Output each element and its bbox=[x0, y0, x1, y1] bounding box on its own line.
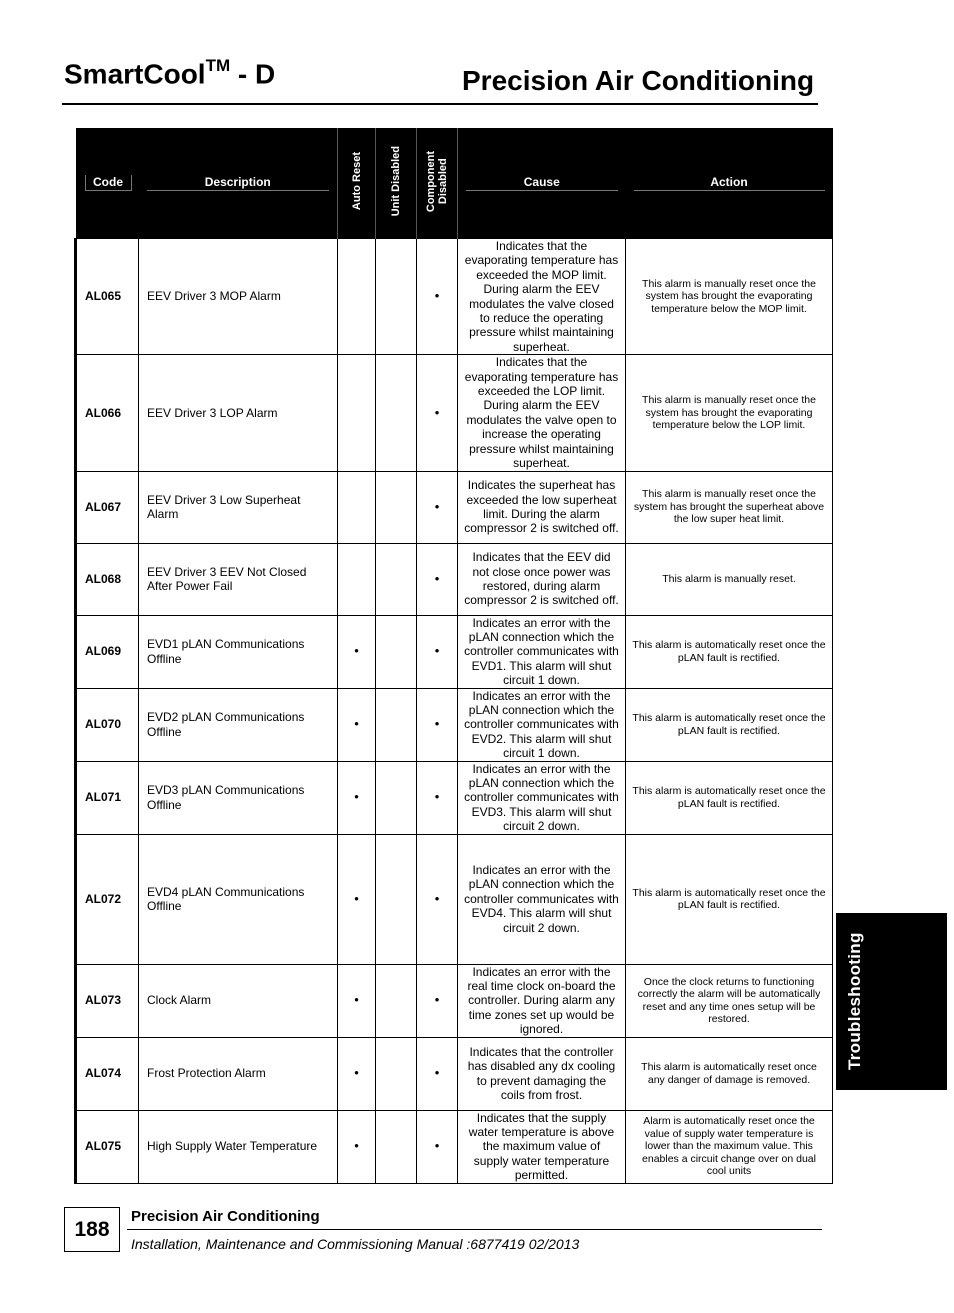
alarm-cause: Indicates an error with the pLAN connection which the controller communicates with EVD2. This alarm will shut circuit 1 down. bbox=[458, 688, 626, 761]
table-row bbox=[76, 1037, 833, 1110]
component-disabled-mark: • bbox=[417, 761, 458, 834]
unit-disabled-mark bbox=[376, 355, 417, 471]
table-row bbox=[76, 1110, 833, 1183]
component-disabled-mark: • bbox=[417, 615, 458, 688]
alarm-table bbox=[74, 128, 833, 1184]
table-row bbox=[76, 355, 833, 471]
alarm-action: This alarm is automatically reset once the pLAN fault is rectified. bbox=[626, 615, 833, 688]
unit-disabled-mark bbox=[376, 471, 417, 543]
footer-subtitle: Installation, Maintenance and Commissioning Manual :6877419 02/2013 bbox=[131, 1236, 580, 1252]
unit-disabled-mark bbox=[376, 834, 417, 964]
alarm-code: AL066 bbox=[76, 355, 139, 471]
alarm-cause: Indicates an error with the real time clock on-board the controller. During alarm any time zones set up would be ignored. bbox=[458, 964, 626, 1037]
alarm-cause: Indicates the superheat has exceeded the low superheat limit. During the alarm compressor 2 is switched off. bbox=[458, 471, 626, 543]
alarm-code: AL074 bbox=[76, 1037, 139, 1110]
alarm-description: EVD3 pLAN Communications Offline bbox=[139, 761, 338, 834]
table-row bbox=[76, 834, 833, 964]
alarm-action: This alarm is automatically reset once any danger of damage is removed. bbox=[626, 1037, 833, 1110]
trademark-mark: TM bbox=[205, 56, 231, 75]
table-row bbox=[76, 471, 833, 543]
alarm-description: EEV Driver 3 EEV Not Closed After Power Fail bbox=[139, 543, 338, 615]
alarm-description: High Supply Water Temperature bbox=[139, 1110, 338, 1183]
footer-title: Precision Air Conditioning bbox=[131, 1208, 320, 1225]
alarm-action: Once the clock returns to functioning correctly the alarm will be automatically reset and any time ones setup will be restored. bbox=[626, 964, 833, 1037]
alarm-code: AL069 bbox=[76, 615, 139, 688]
alarm-cause: Indicates an error with the pLAN connection which the controller communicates with EVD1. This alarm will shut circuit 1 down. bbox=[458, 615, 626, 688]
alarm-description: EVD4 pLAN Communications Offline bbox=[139, 834, 338, 964]
table-row bbox=[76, 761, 833, 834]
component-disabled-mark: • bbox=[417, 543, 458, 615]
alarm-action: This alarm is automatically reset once the pLAN fault is rectified. bbox=[626, 688, 833, 761]
auto-reset-mark bbox=[338, 355, 376, 471]
auto-reset-mark: • bbox=[338, 834, 376, 964]
unit-disabled-mark bbox=[376, 688, 417, 761]
footer-divider bbox=[127, 1229, 822, 1230]
column-header-cause: Cause bbox=[458, 128, 626, 239]
alarm-cause: Indicates that the controller has disabled any dx cooling to prevent damaging the coils from frost. bbox=[458, 1037, 626, 1110]
alarm-description: EVD1 pLAN Communications Offline bbox=[139, 615, 338, 688]
alarm-cause: Indicates an error with the pLAN connection which the controller communicates with EVD3. This alarm will shut circuit 2 down. bbox=[458, 761, 626, 834]
alarm-cause: Indicates an error with the pLAN connection which the controller communicates with EVD4. This alarm will shut circuit 2 down. bbox=[458, 834, 626, 964]
auto-reset-mark: • bbox=[338, 761, 376, 834]
unit-disabled-mark bbox=[376, 615, 417, 688]
alarm-description: Frost Protection Alarm bbox=[139, 1037, 338, 1110]
unit-disabled-mark bbox=[376, 761, 417, 834]
alarm-action: This alarm is automatically reset once the pLAN fault is rectified. bbox=[626, 761, 833, 834]
component-disabled-mark: • bbox=[417, 239, 458, 355]
table-row bbox=[76, 964, 833, 1037]
auto-reset-mark: • bbox=[338, 688, 376, 761]
product-name bbox=[64, 58, 275, 90]
component-disabled-line2: Disabled bbox=[437, 158, 449, 205]
alarm-cause: Indicates that the evaporating temperature has exceeded the LOP limit. During alarm the EEV modulates the valve open to increase the operating pressure whilst maintaining superheat. bbox=[458, 355, 626, 471]
alarm-code: AL068 bbox=[76, 543, 139, 615]
table-row bbox=[76, 239, 833, 355]
unit-disabled-mark bbox=[376, 964, 417, 1037]
unit-disabled-mark bbox=[376, 543, 417, 615]
column-header-component-disabled bbox=[417, 128, 458, 239]
alarm-description: Clock Alarm bbox=[139, 964, 338, 1037]
auto-reset-mark bbox=[338, 471, 376, 543]
unit-disabled-mark bbox=[376, 239, 417, 355]
auto-reset-mark: • bbox=[338, 964, 376, 1037]
component-disabled-mark: • bbox=[417, 964, 458, 1037]
alarm-action: This alarm is manually reset once the system has brought the evaporating temperature below the MOP limit. bbox=[626, 239, 833, 355]
alarm-cause: Indicates that the evaporating temperature has exceeded the MOP limit. During alarm the EEV modulates the valve closed to reduce the operating pressure whilst maintaining superheat. bbox=[458, 239, 626, 355]
component-disabled-mark: • bbox=[417, 355, 458, 471]
alarm-code: AL073 bbox=[76, 964, 139, 1037]
table-header-row bbox=[76, 128, 833, 239]
brand-name: SmartCool bbox=[64, 58, 206, 90]
auto-reset-mark: • bbox=[338, 615, 376, 688]
alarm-code: AL067 bbox=[76, 471, 139, 543]
alarm-description: EEV Driver 3 Low Superheat Alarm bbox=[139, 471, 338, 543]
table-row bbox=[76, 688, 833, 761]
auto-reset-mark bbox=[338, 543, 376, 615]
page-number: 188 bbox=[64, 1207, 120, 1252]
alarm-cause: Indicates that the EEV did not close once power was restored, during alarm compressor 2 is switched off. bbox=[458, 543, 626, 615]
page-title: Precision Air Conditioning bbox=[462, 65, 815, 96]
alarm-cause: Indicates that the supply water temperature is above the maximum value of supply water temperature permitted. bbox=[458, 1110, 626, 1183]
column-header-auto-reset: Auto Reset bbox=[338, 128, 376, 239]
component-disabled-mark: • bbox=[417, 688, 458, 761]
unit-disabled-mark bbox=[376, 1110, 417, 1183]
alarm-code: AL072 bbox=[76, 834, 139, 964]
alarm-description: EEV Driver 3 LOP Alarm bbox=[139, 355, 338, 471]
alarm-action: This alarm is manually reset. bbox=[626, 543, 833, 615]
alarm-description: EEV Driver 3 MOP Alarm bbox=[139, 239, 338, 355]
alarm-description: EVD2 pLAN Communications Offline bbox=[139, 688, 338, 761]
component-disabled-line1: Component bbox=[425, 150, 437, 213]
model-suffix: - D bbox=[230, 58, 276, 90]
alarm-code: AL065 bbox=[76, 239, 139, 355]
section-tab-troubleshooting bbox=[836, 913, 947, 1090]
alarm-code: AL075 bbox=[76, 1110, 139, 1183]
component-disabled-mark: • bbox=[417, 1037, 458, 1110]
unit-disabled-mark bbox=[376, 1037, 417, 1110]
column-header-code: Code bbox=[76, 128, 139, 239]
column-header-action: Action bbox=[626, 128, 833, 239]
alarm-action: This alarm is manually reset once the system has brought the superheat above the low super heat limit. bbox=[626, 471, 833, 543]
component-disabled-mark: • bbox=[417, 834, 458, 964]
auto-reset-mark bbox=[338, 239, 376, 355]
auto-reset-mark: • bbox=[338, 1037, 376, 1110]
column-header-description: Description bbox=[139, 128, 338, 239]
component-disabled-mark: • bbox=[417, 1110, 458, 1183]
section-tab-label: Troubleshooting bbox=[845, 932, 864, 1071]
header-divider bbox=[62, 103, 818, 105]
alarm-action: This alarm is manually reset once the system has brought the evaporating temperature below the LOP limit. bbox=[626, 355, 833, 471]
alarm-code: AL071 bbox=[76, 761, 139, 834]
table-row bbox=[76, 615, 833, 688]
auto-reset-mark: • bbox=[338, 1110, 376, 1183]
table-row bbox=[76, 543, 833, 615]
alarm-code: AL070 bbox=[76, 688, 139, 761]
component-disabled-mark: • bbox=[417, 471, 458, 543]
alarm-action: Alarm is automatically reset once the value of supply water temperature is lower than the maximum value. This enables a circuit change over on dual cool units bbox=[626, 1110, 833, 1183]
column-header-unit-disabled: Unit Disabled bbox=[376, 128, 417, 239]
alarm-action: This alarm is automatically reset once the pLAN fault is rectified. bbox=[626, 834, 833, 964]
